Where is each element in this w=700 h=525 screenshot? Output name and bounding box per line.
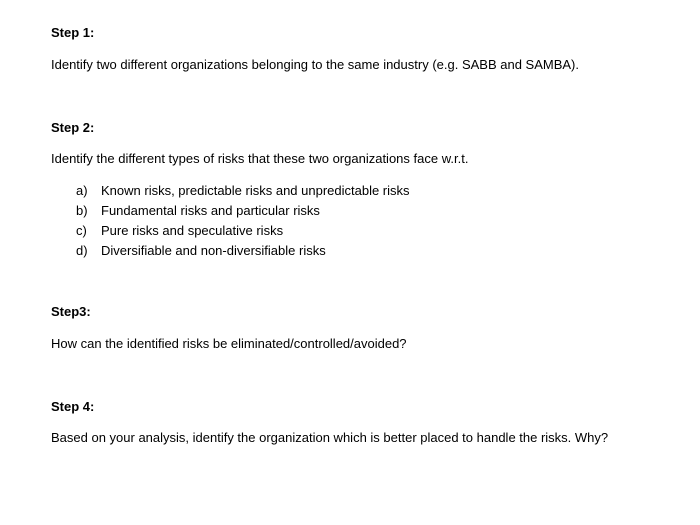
step-3-text: How can the identified risks be eliminated/controlled/avoided? <box>51 336 407 351</box>
step-2-text: Identify the different types of risks that these two organizations face w.r.t. <box>51 151 469 166</box>
list-item-text: Pure risks and speculative risks <box>101 223 284 238</box>
list-marker: d) <box>76 243 88 258</box>
step-3-heading: Step3: <box>51 304 91 319</box>
list-item-text: Known risks, predictable risks and unpredictable risks <box>101 183 410 198</box>
step-4-heading: Step 4: <box>51 399 95 414</box>
list-item-text: Fundamental risks and particular risks <box>101 203 320 218</box>
list-marker: a) <box>76 183 88 198</box>
list-item <box>76 241 410 261</box>
list-item-text: Diversifiable and non-diversifiable risks <box>101 243 326 258</box>
list-item <box>76 221 410 241</box>
list-marker: c) <box>76 223 87 238</box>
step-1-text: Identify two different organizations belonging to the same industry (e.g. SABB and SAMBA). <box>51 57 579 72</box>
step-4-text: Based on your analysis, identify the organization which is better placed to handle the risks. Why? <box>51 430 609 445</box>
list-item <box>76 181 410 201</box>
risk-types-list <box>76 181 410 261</box>
step-2-heading: Step 2: <box>51 120 95 135</box>
list-marker: b) <box>76 203 88 218</box>
list-item <box>76 201 410 221</box>
step-1-heading: Step 1: <box>51 25 95 40</box>
